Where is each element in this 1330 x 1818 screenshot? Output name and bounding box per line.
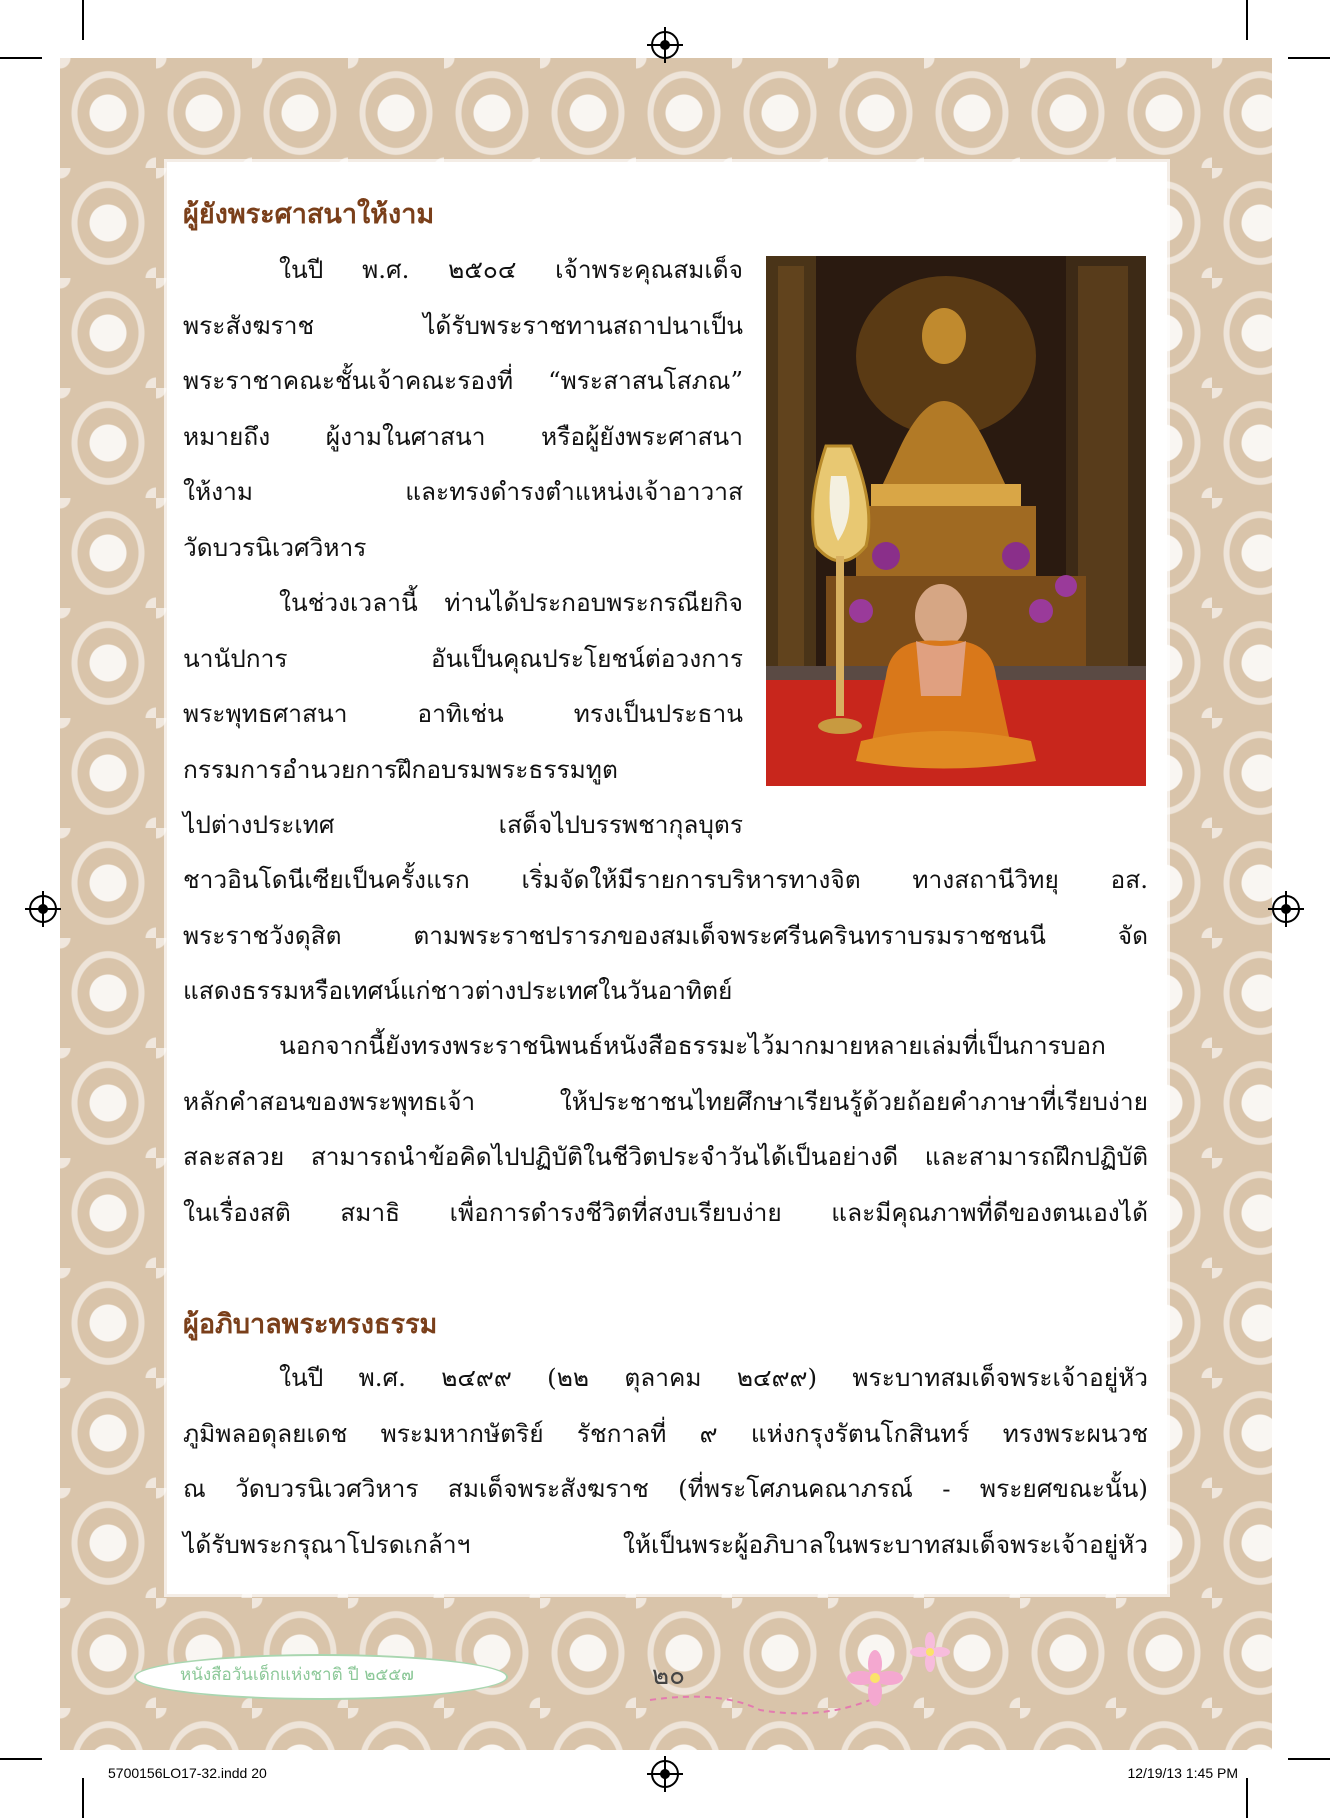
text-line: พระพุทธศาสนา อาทิเช่น ทรงเป็นประธาน [183,699,743,728]
text-line: ในเรื่องสติ สมาธิ เพื่อการดำรงชีวิตที่สงบเรียบง่าย และมีคุณภาพที่ดีของตนเองได้ [183,1197,1148,1227]
text-line: ชาวอินโดนีเซียเป็นครั้งแรก เริ่มจัดให้มีรายการบริหารทางจิต ทางสถานีวิทยุ อส. [183,865,1148,894]
text-line: ไปต่างประเทศ เสด็จไปบรรพชากุลบุตร [183,810,743,839]
text-line: สละสลวย สามารถนำข้อคิดไปปฏิบัติในชีวิตประจำวันได้เป็นอย่างดี และสามารถฝึกปฏิบัติ [183,1142,1148,1171]
section-heading: ผู้อภิบาลพระทรงธรรม [183,1309,438,1340]
crop-mark [1288,1758,1330,1760]
registration-mark-icon [651,1760,679,1788]
crop-mark [0,1758,42,1760]
text-line: วัดบวรนิเวศวิหาร [183,532,367,562]
registration-mark-icon [29,895,57,923]
photo-supreme-patriarch [766,256,1146,786]
crop-mark [82,0,84,40]
paragraph [183,1018,1148,1240]
text-line: กรรมการอำนวยการฝึกอบรมพระธรรมทูต [183,754,618,784]
text-line: ในช่วงเวลานี้ ท่านได้ประกอบพระกรณียกิจ [279,588,743,617]
paragraph [183,1350,1148,1572]
crop-mark [1288,57,1330,59]
text-line: แสดงธรรมหรือเทศน์แก่ชาวต่างประเทศในวันอาทิตย์ [183,976,733,1005]
print-timestamp: 12/19/13 1:45 PM [1127,1765,1238,1781]
registration-mark-icon [651,31,679,59]
crop-mark [1246,1778,1248,1818]
print-file-name: 5700156LO17-32.indd 20 [108,1765,267,1781]
footer-book-title: หนังสือวันเด็กแห่งชาติ ปี ๒๕๕๗ [180,1665,414,1685]
photo-illustration [766,256,1146,786]
flower-decoration-icon [640,1630,980,1720]
paragraph [183,575,743,853]
paragraph-continued [183,852,1148,1019]
section-heading: ผู้ยังพระศาสนาให้งาม [183,199,435,230]
text-line: ในปี พ.ศ. ๒๕๐๔ เจ้าพระคุณสมเด็จ [279,255,743,284]
text-line: ให้งาม และทรงดำรงตำแหน่งเจ้าอาวาส [183,477,743,506]
text-line: ได้รับพระกรุณาโปรดเกล้าฯ ให้เป็นพระผู้อภิบาลในพระบาทสมเด็จพระเจ้าอยู่หัว [183,1529,1148,1559]
crop-mark [82,1778,84,1818]
text-line: พระสังฆราช ได้รับพระราชทานสถาปนาเป็น [183,310,743,340]
registration-mark-icon [1272,895,1300,923]
text-line: หมายถึง ผู้งามในศาสนา หรือผู้ยังพระศาสนา [183,421,743,451]
text-line: นานัปการ อันเป็นคุณประโยชน์ต่อวงการ [183,643,743,673]
text-line: นอกจากนี้ยังทรงพระราชนิพนธ์หนังสือธรรมะไว้มากมายหลายเล่มที่เป็นการบอก [279,1031,1106,1060]
text-line: หลักคำสอนของพระพุทธเจ้า ให้ประชาชนไทยศึกษาเรียนรู้ด้วยถ้อยคำภาษาที่เรียบง่าย [183,1086,1148,1116]
text-line: พระราชวังดุสิต ตามพระราชปรารภของสมเด็จพระศรีนครินทราบรมราชชนนี จัด [183,920,1148,950]
page-number: ๒๐ [652,1661,686,1691]
crop-mark [1246,0,1248,40]
crop-mark [0,57,42,59]
paragraph [183,242,743,575]
text-line: ในปี พ.ศ. ๒๔๙๙ (๒๒ ตุลาคม ๒๔๙๙) พระบาทสมเด็จพระเจ้าอยู่หัว [279,1363,1148,1392]
text-line: ณ วัดบวรนิเวศวิหาร สมเด็จพระสังฆราช (ที่พระโศภนคณาภรณ์ - พระยศขณะนั้น) [183,1474,1148,1503]
text-line: ภูมิพลอดุลยเดช พระมหากษัตริย์ รัชกาลที่ ๙ แห่งกรุงรัตนโกสินทร์ ทรงพระผนวช [183,1418,1148,1448]
text-line: พระราชาคณะชั้นเจ้าคณะรองที่ “พระสาสนโสภณ” [183,366,743,395]
